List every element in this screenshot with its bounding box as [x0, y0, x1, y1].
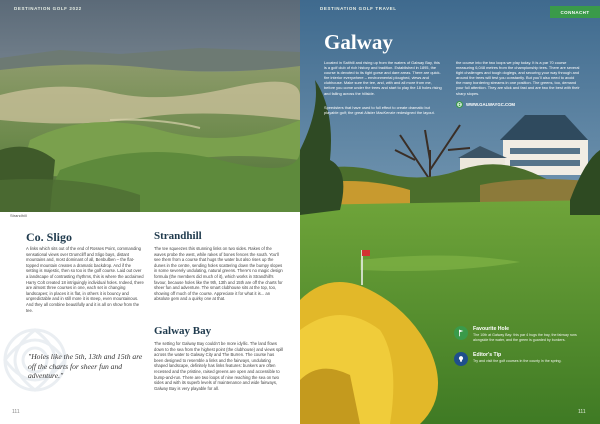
strandhill-photo — [0, 0, 300, 212]
left-page-number: 111 — [12, 409, 20, 415]
globe-icon — [456, 101, 463, 108]
flag-icon — [454, 326, 468, 340]
favourite-hole-title: Favourite Hole — [473, 326, 510, 332]
galway-heading: Galway — [324, 30, 393, 54]
sligo-body: A links which sits out of the end of Rosses Point, commanding sensational views over Drumcliff and Sligo bays, distant mountains and, most dominant of all, Benbulben – the flat-topped mountain creates a dramatic backdrop. And if the setting is majestic, then so too is the golf course. Laid out over a landscape of contrasting rhythms, this is where the acclaimed Harry Colt created 18 intriguingly individual holes. Indeed, there are almost three courses in one, each set in changing landscapes; in places it is flat, in others it is bouncy and unpredictable and in still more it is steep, even mountainous. And they all combine beautifully and it is all on show from the tee. — [26, 246, 144, 313]
editors-tip-text: Try and visit the golf courses in the county in the spring. — [473, 359, 562, 363]
editors-tip-title: Editor's Tip — [473, 352, 502, 358]
favourite-hole-text: The 10th at Galway Bay: this par 4 hugs the bay, the fairway runs alongside the water, and the green is guarded by bunkers. — [473, 333, 577, 342]
strandhill-heading: Strandhill — [154, 230, 202, 242]
galway-para-2: Speedsters that have used to full effect to create dramatic but playable golf; the great Alister MacKenzie redesigned the layout. — [324, 105, 435, 116]
right-page-number: 111 — [578, 409, 586, 415]
website-url[interactable]: WWW.GALWAYGC.COM — [466, 102, 516, 107]
right-running-header: DESTINATION GOLF TRAVEL — [320, 6, 397, 11]
sligo-heading: Co. Sligo — [26, 230, 73, 244]
galway-para-1: Located in Salthill and rising up from the waters of Galway Bay, this is a golf club of rich history and tradition. Established in 1895, the course is devoted to its tight gorse and dare areas. There are quick-fire interior everywhere – environmental ploughed, views and clubhouse. Make sure the tee, and, with and all more from me, before you come under the trees and start to play the 18 holes rising and falling across the hillside. — [324, 60, 442, 96]
section-tab: CONNACHT — [550, 6, 600, 18]
galway-bay-heading: Galway Bay — [154, 325, 212, 337]
left-running-header: DESTINATION GOLF 2022 — [14, 6, 82, 11]
galway-bay-body: The setting for Galway Bay couldn't be more idyllic. The land flows down to the sea from the highest point (the clubhouse) and views spill across the water to Galway City and The Burren. The course has been designed to resemble a links and the fairways, undulating shaped landscape, definitely has links features: bunkers are often recessed and the pristine, raised greens are open and accessible to bump-and-run. There are two loops of nine reaching the sea on two sides and with its superb levels of maintenance and wide fairways, Galway Bay is very playable for all. — [154, 341, 284, 391]
website-link[interactable] — [456, 101, 515, 108]
right-page — [300, 0, 600, 424]
editors-tip-box — [454, 352, 585, 366]
strandhill-body: The tee squeezes this stunning links on two sides. Rakes of the waves probe the west, while rakes of bones fences the south. You'll see them from a course that hugs the water but also rises up the dunes in the centre, sending holes scattering down the bumpy slopes in some severely undulating, natural greens. There's no magic design formula (the members did much of it), which works in Strandhill's favour, because holes like the 9th, 13th and 15th are off the charts for sheer fun and adventure. The smart clubhouse sits at the top, too, showing off much of the course. Appreciate it for what it is... an absolute gem and a quirky one at that. — [154, 246, 283, 302]
lightbulb-icon — [454, 352, 468, 366]
photo-caption: Strandhill — [10, 213, 27, 218]
favourite-hole-box — [454, 326, 585, 343]
galway-para-3: the course into the two loops we play today. It is a par 70 course measuring 6,048 metres from the championship tees. There are several tight challenges and tough doglegs, and securing your way through and around the trees will test you constantly. But you'll also need to avoid the many bordering streams in one position. The greens, too, demand your full attention. They are slick and fast and are two the best with their sharp slopes. — [456, 60, 580, 96]
pull-quote: "Holes like the 5th, 13th and 15th are off the charts for sheer fun and adventure." — [28, 352, 143, 381]
